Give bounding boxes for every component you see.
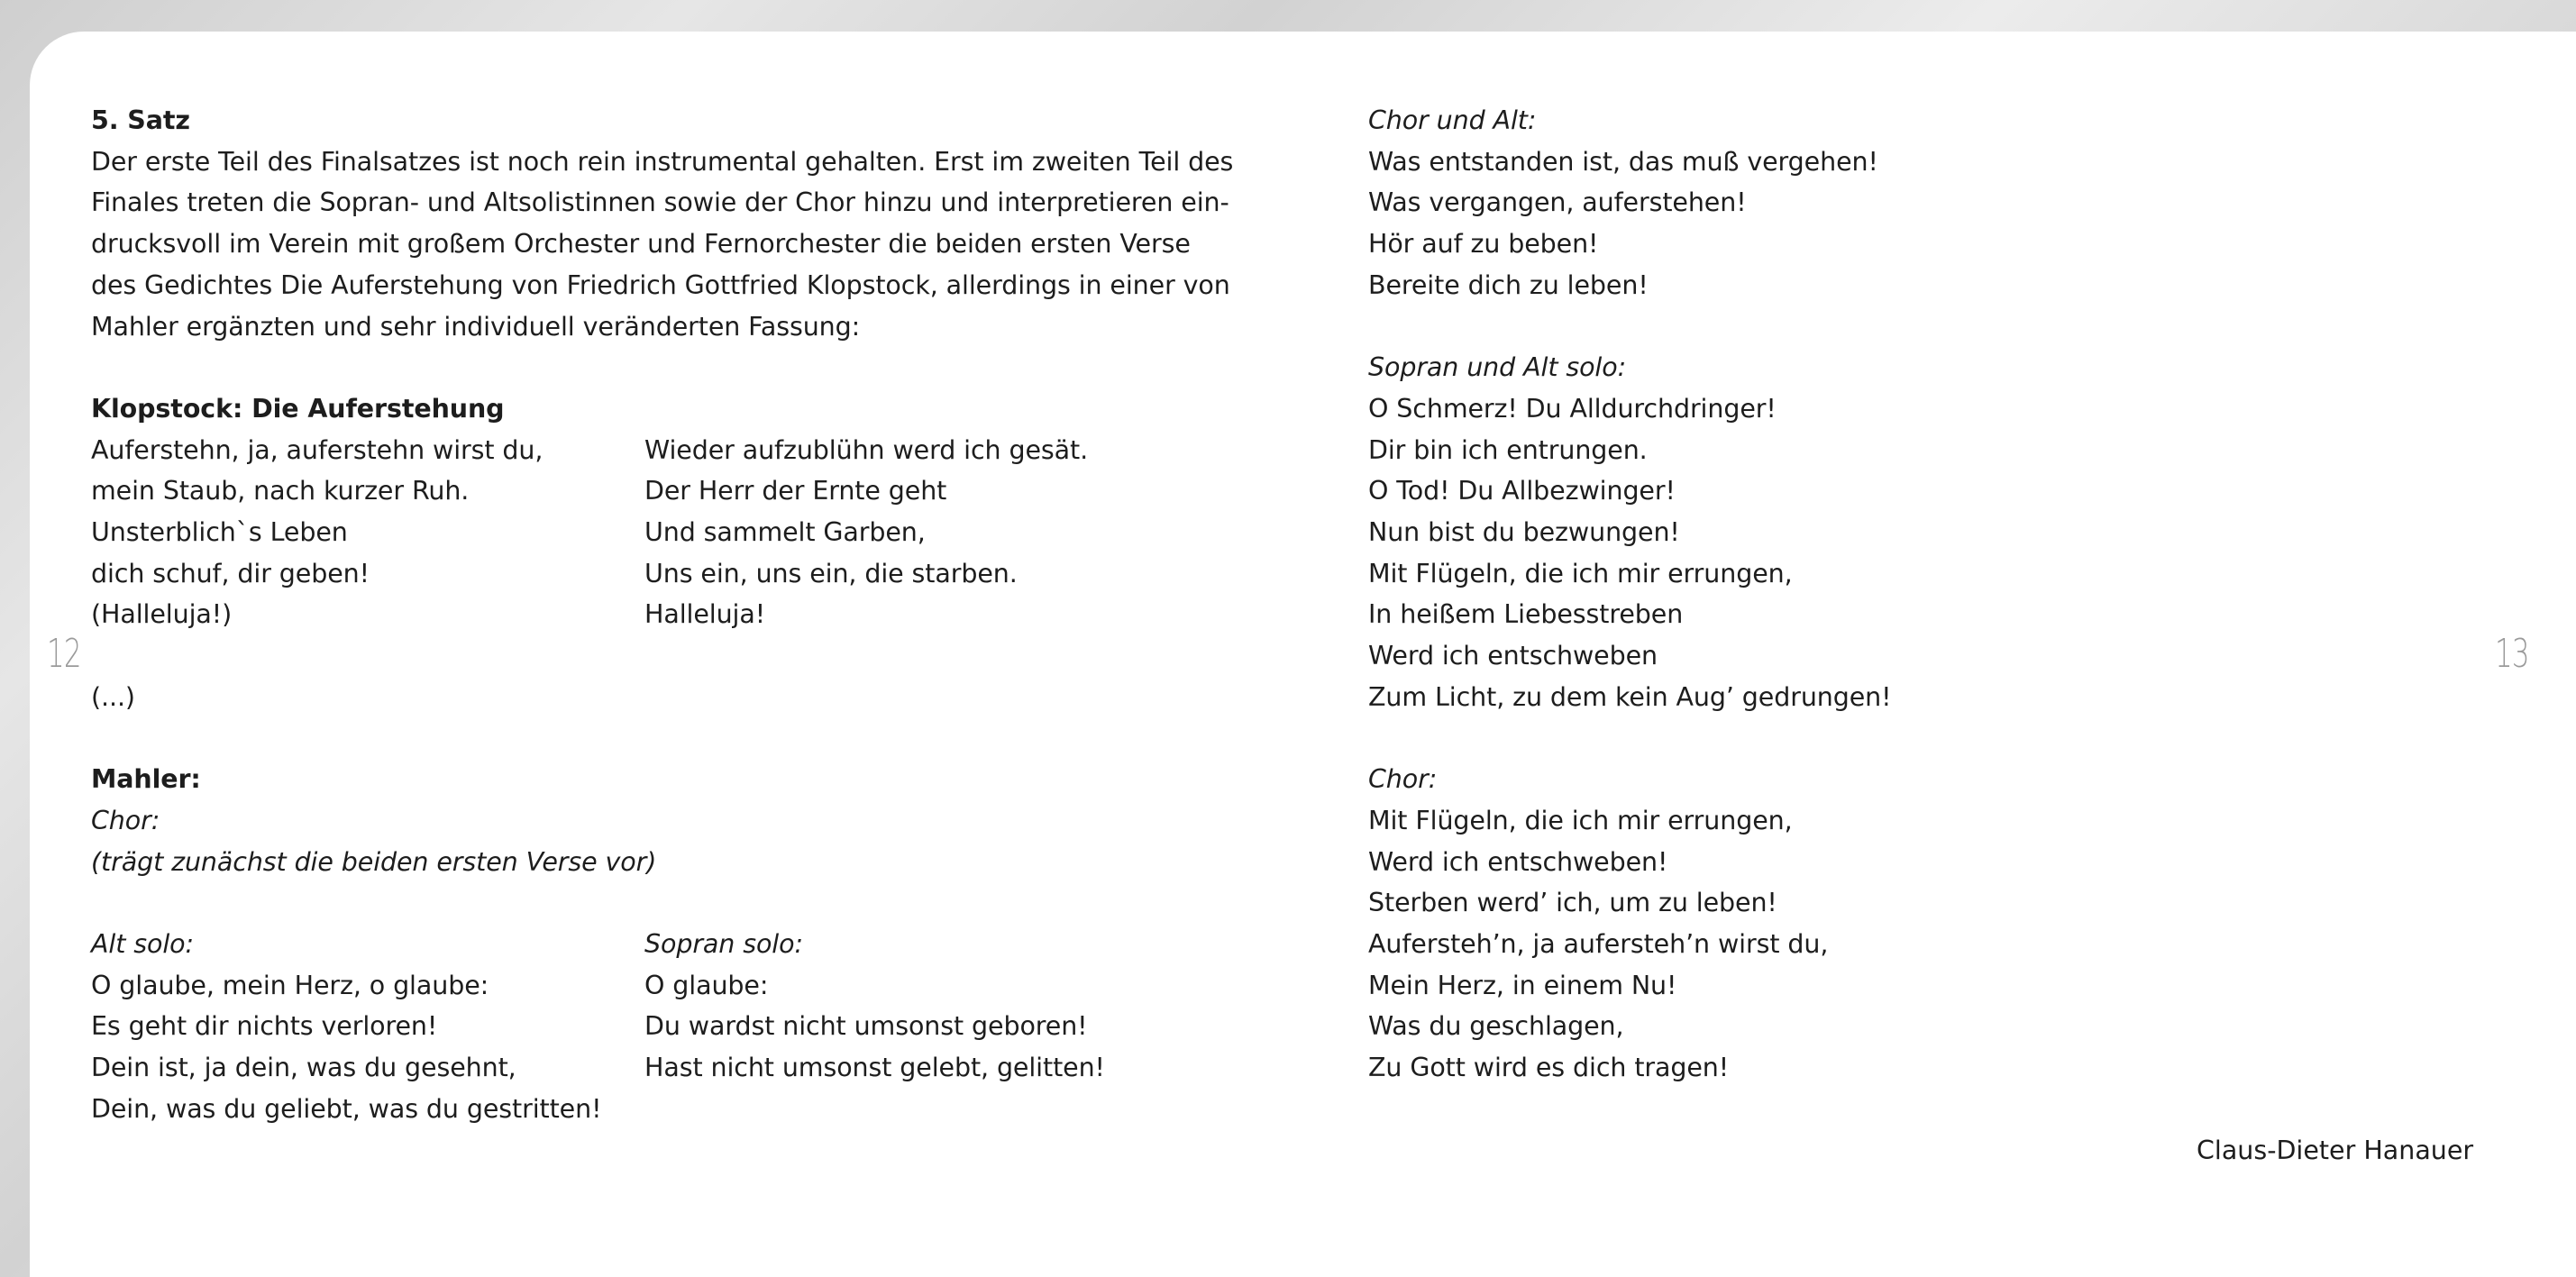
author-credit: Claus-Dieter Hanauer <box>2197 1136 2474 1165</box>
verse-line: O Schmerz! Du Alldurchdringer! <box>1368 393 1777 424</box>
verse-line: O glaube, mein Herz, o glaube: <box>91 970 489 1000</box>
mahler-heading: Mahler: <box>91 764 201 795</box>
stanza-1-label: Chor und Alt: <box>1368 105 1537 135</box>
verse-line: Dir bin ich entrungen. <box>1368 434 1648 465</box>
verse-line: (Halleluja!) <box>91 599 233 630</box>
verse-line: Der Herr der Ernte geht <box>644 476 947 506</box>
verse-line: Was du geschlagen, <box>1368 1011 1624 1042</box>
verse-line: O glaube: <box>644 970 769 1000</box>
intro-line: Der erste Teil des Finalsatzes ist noch rein instrumental gehalten. Erst im zweiten Teil des <box>91 146 1234 177</box>
verse-line: Zum Licht, zu dem kein Aug’ gedrungen! <box>1368 681 1892 712</box>
solo-verses <box>91 924 1200 1130</box>
verse-line: Sterben werd’ ich, um zu leben! <box>1368 888 1777 918</box>
verse-line: Werd ich entschweben <box>1368 641 1658 671</box>
verse-line: Nun bist du bezwungen! <box>1368 517 1680 548</box>
klopstock-verses <box>91 430 1200 636</box>
intro-line: des Gedichtes Die Auferstehung von Friedrich Gottfried Klopstock, allerdings in einer von <box>91 269 1230 300</box>
verse-line: Es geht dir nichts verloren! <box>91 1011 438 1042</box>
verse-line: Dein ist, ja dein, was du gesehnt, <box>91 1053 516 1083</box>
verse-line: Und sammelt Garben, <box>644 517 926 548</box>
klopstock-verse-2 <box>644 430 1088 636</box>
verse-line: O Tod! Du Allbezwinger! <box>1368 476 1676 506</box>
verse-line: Mein Herz, in einem Nu! <box>1368 970 1677 1000</box>
chor-label: Chor: <box>91 805 160 835</box>
ellipsis: (...) <box>91 681 135 712</box>
alt-solo <box>91 924 644 1130</box>
verse-line: Auferstehn, ja, auferstehn wirst du, <box>91 434 544 465</box>
intro-line: drucksvoll im Verein mit großem Orchester und Fernorchester die beiden ersten Verse <box>91 229 1191 260</box>
verse-line: Dein, was du geliebt, was du gestritten! <box>91 1093 602 1124</box>
verse-line: Wieder aufzublühn werd ich gesät. <box>644 434 1089 465</box>
page-number-left: 12 <box>47 631 81 677</box>
verse-line: Was vergangen, auferstehen! <box>1368 187 1747 218</box>
verse-line: Werd ich entschweben! <box>1368 846 1668 877</box>
sopran-solo <box>644 924 1105 1130</box>
verse-line: Mit Flügeln, die ich mir errungen, <box>1368 805 1793 835</box>
verse-line: Halleluja! <box>644 599 766 630</box>
left-page-text <box>91 100 1234 1130</box>
page-number-right: 13 <box>2495 631 2529 677</box>
alt-solo-label: Alt solo: <box>91 929 194 959</box>
klopstock-verse-1 <box>91 430 644 636</box>
verse-line: Hast nicht umsonst gelebt, gelitten! <box>644 1053 1105 1083</box>
verse-line: mein Staub, nach kurzer Ruh. <box>91 476 470 506</box>
verse-line: Uns ein, uns ein, die starben. <box>644 558 1018 588</box>
stanza-2-label: Sopran und Alt solo: <box>1368 352 1627 383</box>
intro-line: Finales treten die Sopran- und Altsolistinnen sowie der Chor hinzu und interpretieren ein- <box>91 187 1229 218</box>
intro-paragraph <box>91 141 1234 348</box>
right-page-text <box>1368 100 1999 1089</box>
verse-line: Zu Gott wird es dich tragen! <box>1368 1053 1730 1083</box>
intro-line: Mahler ergänzten und sehr individuell veränderten Fassung: <box>91 311 861 342</box>
verse-line: dich schuf, dir geben! <box>91 558 370 588</box>
sopran-solo-label: Sopran solo: <box>644 929 803 959</box>
verse-line: Du wardst nicht umsonst geboren! <box>644 1011 1088 1042</box>
verse-line: Mit Flügeln, die ich mir errungen, <box>1368 558 1793 588</box>
verse-line: In heißem Liebesstreben <box>1368 599 1684 630</box>
stanza-3-label: Chor: <box>1368 764 1438 795</box>
section-heading: 5. Satz <box>91 105 190 135</box>
verse-line: Aufersteh’n, ja aufersteh’n wirst du, <box>1368 929 1829 960</box>
verse-line: Bereite dich zu leben! <box>1368 269 1649 300</box>
klopstock-heading: Klopstock: Die Auferstehung <box>91 393 505 424</box>
verse-line: Hör auf zu beben! <box>1368 229 1599 260</box>
verse-line: Unsterblich`s Leben <box>91 517 348 548</box>
verse-line: Was entstanden ist, das muß vergehen! <box>1368 146 1878 177</box>
chor-note: (trägt zunächst die beiden ersten Verse vor) <box>91 846 657 877</box>
